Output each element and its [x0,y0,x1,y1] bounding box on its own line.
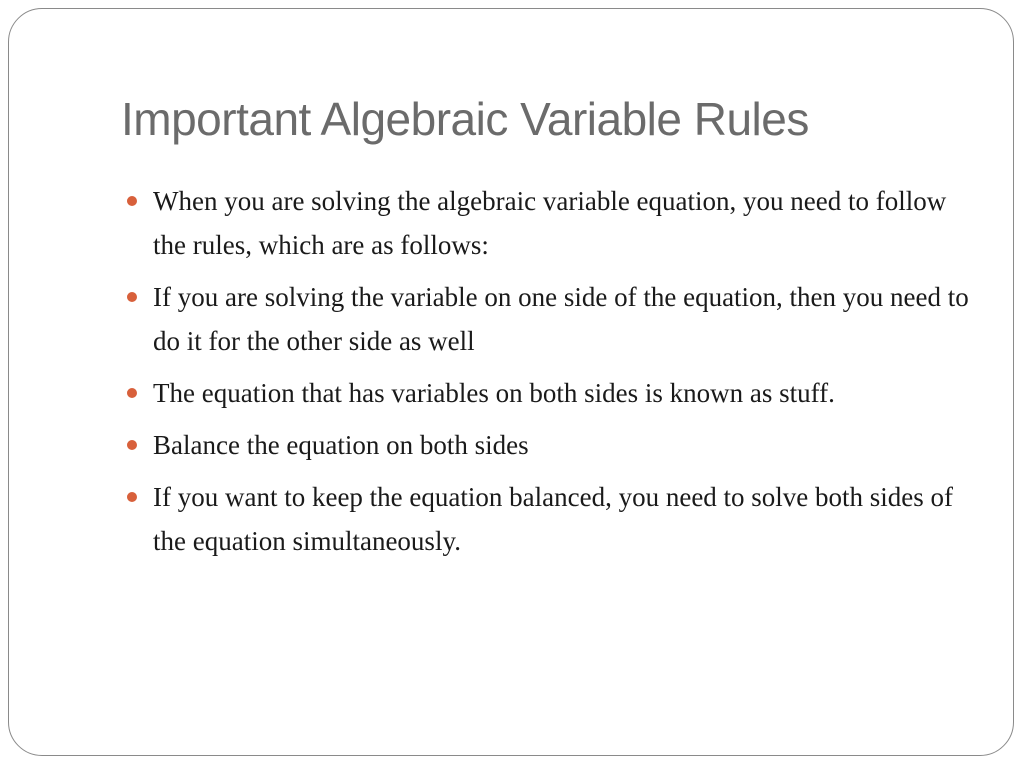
bullet-item [121,179,971,267]
bullet-dot-icon [127,292,137,302]
bullet-dot-icon [127,388,137,398]
bullet-text: When you are solving the algebraic variable equation, you need to follow the rules, which are as follows: [153,186,947,260]
slide-frame [8,8,1014,756]
bullet-item [121,371,971,415]
bullet-dot-icon [127,492,137,502]
bullet-text: The equation that has variables on both sides is known as stuff. [153,378,835,408]
bullet-dot-icon [127,196,137,206]
bullet-text: If you want to keep the equation balanced, you need to solve both sides of the equation simultaneously. [153,482,954,556]
bullet-item [121,475,971,563]
bullet-text: If you are solving the variable on one side of the equation, then you need to do it for the other side as well [153,282,969,356]
bullet-item [121,423,971,467]
bullet-text: Balance the equation on both sides [153,430,529,460]
bullet-list [121,179,971,571]
bullet-dot-icon [127,440,137,450]
bullet-item [121,275,971,363]
slide-title: Important Algebraic Variable Rules [121,93,809,145]
